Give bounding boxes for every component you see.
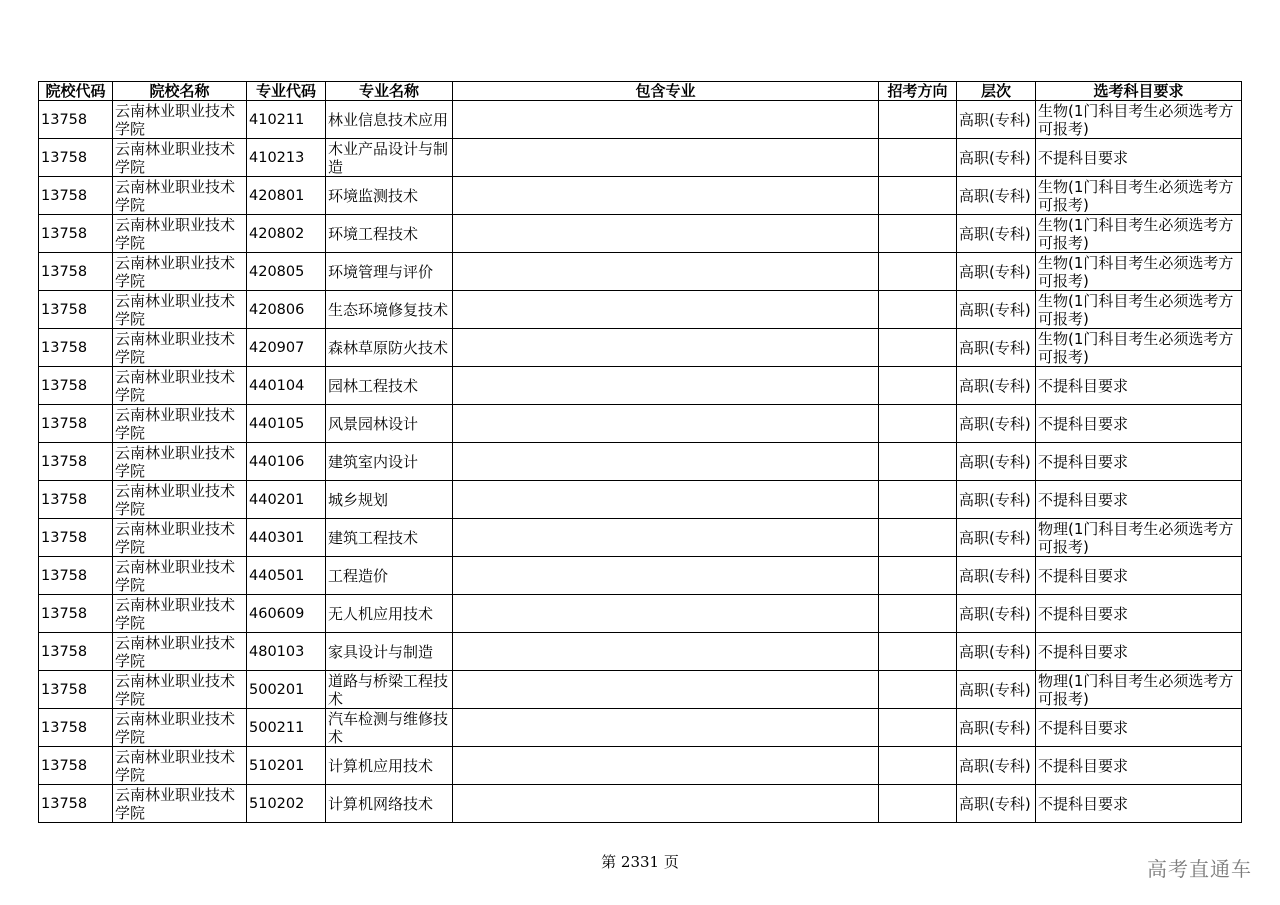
cell-subject-requirement [1036,367,1242,405]
cell-direction [879,747,957,785]
subject-requirement-text: 生物(1门科目考生必须选考方可报考) [1038,291,1234,328]
school-name-text: 云南林业职业技术学院 [115,443,236,480]
school-code-text: 13758 [41,301,88,318]
subject-requirement-text: 不提科目要求 [1038,376,1129,395]
school-name-text: 云南林业职业技术学院 [115,177,236,214]
school-name-text: 云南林业职业技术学院 [115,367,236,404]
level-text: 高职(专科) [959,528,1031,547]
cell-school-name [113,443,247,481]
major-code-text: 420802 [249,225,305,242]
watermark-logo: 高考直通车 [1147,857,1252,881]
major-name-text: 木业产品设计与制造 [328,139,449,176]
major-name-text: 园林工程技术 [328,376,419,395]
cell-direction [879,633,957,671]
level-text: 高职(专科) [959,566,1031,585]
cell-school-code [39,595,113,633]
cell-school-name [113,671,247,709]
cell-included-majors [453,405,879,443]
cell-major-code [247,139,326,177]
cell-school-name [113,785,247,823]
admissions-table [38,81,1242,823]
table-row [39,671,1242,709]
cell-major-name [326,519,453,557]
header-level: 层次 [957,82,1036,101]
level-text: 高职(专科) [959,300,1031,319]
cell-major-code [247,215,326,253]
cell-school-code [39,367,113,405]
major-name-text: 建筑工程技术 [328,528,419,547]
cell-included-majors [453,785,879,823]
subject-requirement-text: 物理(1门科目考生必须选考方可报考) [1038,671,1234,708]
table-row [39,215,1242,253]
school-name-text: 云南林业职业技术学院 [115,595,236,632]
table-row [39,367,1242,405]
school-name-text: 云南林业职业技术学院 [115,329,236,366]
cell-school-code [39,139,113,177]
cell-school-code [39,101,113,139]
cell-included-majors [453,557,879,595]
major-code-text: 500211 [249,719,305,736]
level-text: 高职(专科) [959,414,1031,433]
cell-school-name [113,101,247,139]
table-row [39,291,1242,329]
cell-level [957,709,1036,747]
school-name-text: 云南林业职业技术学院 [115,747,236,784]
cell-major-code [247,709,326,747]
cell-major-name [326,291,453,329]
level-text: 高职(专科) [959,604,1031,623]
subject-requirement-text: 不提科目要求 [1038,604,1129,623]
major-name-text: 道路与桥梁工程技术 [328,671,449,708]
cell-major-name [326,671,453,709]
school-code-text: 13758 [41,377,88,394]
cell-major-code [247,177,326,215]
subject-requirement-text: 不提科目要求 [1038,794,1129,813]
level-text: 高职(专科) [959,794,1031,813]
subject-requirement-text: 不提科目要求 [1038,718,1129,737]
cell-school-name [113,367,247,405]
level-text: 高职(专科) [959,490,1031,509]
cell-level [957,747,1036,785]
school-code-text: 13758 [41,605,88,622]
level-text: 高职(专科) [959,718,1031,737]
table-row [39,709,1242,747]
cell-level [957,253,1036,291]
header-major-code: 专业代码 [247,82,326,101]
cell-level [957,557,1036,595]
table-row [39,785,1242,823]
school-code-text: 13758 [41,757,88,774]
cell-included-majors [453,329,879,367]
cell-major-name [326,405,453,443]
major-code-text: 410211 [249,111,305,128]
major-name-text: 计算机应用技术 [328,756,434,775]
major-name-text: 风景园林设计 [328,414,419,433]
cell-level [957,101,1036,139]
table-row [39,443,1242,481]
cell-level [957,291,1036,329]
school-name-text: 云南林业职业技术学院 [115,709,236,746]
major-code-text: 440106 [249,453,305,470]
subject-requirement-text: 生物(1门科目考生必须选考方可报考) [1038,101,1234,138]
cell-included-majors [453,481,879,519]
cell-subject-requirement [1036,595,1242,633]
major-code-text: 440201 [249,491,305,508]
cell-school-code [39,253,113,291]
major-name-text: 城乡规划 [328,490,389,509]
cell-major-code [247,329,326,367]
cell-direction [879,785,957,823]
cell-included-majors [453,177,879,215]
cell-level [957,215,1036,253]
school-code-text: 13758 [41,681,88,698]
major-name-text: 建筑室内设计 [328,452,419,471]
cell-major-name [326,443,453,481]
cell-major-code [247,443,326,481]
school-name-text: 云南林业职业技术学院 [115,291,236,328]
level-text: 高职(专科) [959,110,1031,129]
cell-school-code [39,443,113,481]
cell-major-code [247,747,326,785]
subject-requirement-text: 不提科目要求 [1038,148,1129,167]
level-text: 高职(专科) [959,224,1031,243]
header-direction: 招考方向 [879,82,957,101]
cell-school-name [113,709,247,747]
cell-major-code [247,595,326,633]
cell-direction [879,557,957,595]
major-code-text: 510202 [249,795,305,812]
cell-included-majors [453,291,879,329]
cell-major-name [326,329,453,367]
major-code-text: 480103 [249,643,305,660]
cell-school-code [39,329,113,367]
table-row [39,595,1242,633]
cell-major-name [326,139,453,177]
cell-school-name [113,291,247,329]
cell-direction [879,671,957,709]
subject-requirement-text: 不提科目要求 [1038,566,1129,585]
table-row [39,139,1242,177]
cell-major-name [326,785,453,823]
cell-major-code [247,671,326,709]
school-code-text: 13758 [41,453,88,470]
cell-school-name [113,519,247,557]
cell-major-code [247,785,326,823]
cell-subject-requirement [1036,139,1242,177]
cell-school-code [39,215,113,253]
major-name-text: 无人机应用技术 [328,604,434,623]
table-row [39,177,1242,215]
cell-subject-requirement [1036,443,1242,481]
cell-level [957,595,1036,633]
cell-included-majors [453,139,879,177]
subject-requirement-text: 不提科目要求 [1038,642,1129,661]
cell-direction [879,367,957,405]
header-major-name: 专业名称 [326,82,453,101]
cell-school-name [113,481,247,519]
school-name-text: 云南林业职业技术学院 [115,253,236,290]
major-code-text: 440301 [249,529,305,546]
cell-included-majors [453,747,879,785]
major-code-text: 440501 [249,567,305,584]
cell-level [957,329,1036,367]
cell-subject-requirement [1036,709,1242,747]
cell-direction [879,709,957,747]
cell-school-code [39,785,113,823]
cell-major-name [326,595,453,633]
major-name-text: 生态环境修复技术 [328,300,449,319]
cell-included-majors [453,101,879,139]
cell-school-code [39,671,113,709]
cell-major-name [326,747,453,785]
school-code-text: 13758 [41,263,88,280]
cell-major-code [247,405,326,443]
cell-direction [879,329,957,367]
major-code-text: 420805 [249,263,305,280]
cell-direction [879,443,957,481]
cell-level [957,481,1036,519]
cell-school-name [113,633,247,671]
school-code-text: 13758 [41,643,88,660]
cell-direction [879,177,957,215]
school-name-text: 云南林业职业技术学院 [115,785,236,822]
cell-school-name [113,215,247,253]
major-code-text: 420806 [249,301,305,318]
cell-school-code [39,481,113,519]
cell-subject-requirement [1036,519,1242,557]
header-included-majors: 包含专业 [453,82,879,101]
cell-level [957,405,1036,443]
major-name-text: 汽车检测与维修技术 [328,709,449,746]
major-code-text: 420801 [249,187,305,204]
subject-requirement-text: 生物(1门科目考生必须选考方可报考) [1038,177,1234,214]
school-code-text: 13758 [41,339,88,356]
cell-major-code [247,633,326,671]
school-name-text: 云南林业职业技术学院 [115,405,236,442]
cell-level [957,671,1036,709]
subject-requirement-text: 物理(1门科目考生必须选考方可报考) [1038,519,1234,556]
cell-direction [879,519,957,557]
cell-school-name [113,595,247,633]
cell-direction [879,253,957,291]
table-row [39,101,1242,139]
cell-major-name [326,481,453,519]
cell-direction [879,101,957,139]
school-name-text: 云南林业职业技术学院 [115,139,236,176]
cell-school-code [39,557,113,595]
subject-requirement-text: 生物(1门科目考生必须选考方可报考) [1038,329,1234,366]
cell-subject-requirement [1036,747,1242,785]
cell-subject-requirement [1036,405,1242,443]
major-name-text: 环境监测技术 [328,186,419,205]
cell-subject-requirement [1036,481,1242,519]
cell-subject-requirement [1036,253,1242,291]
cell-included-majors [453,595,879,633]
table-row [39,481,1242,519]
school-code-text: 13758 [41,225,88,242]
cell-school-code [39,291,113,329]
table-row [39,557,1242,595]
cell-level [957,367,1036,405]
school-name-text: 云南林业职业技术学院 [115,557,236,594]
cell-major-name [326,557,453,595]
cell-school-name [113,405,247,443]
cell-school-name [113,557,247,595]
major-code-text: 410213 [249,149,305,166]
school-code-text: 13758 [41,187,88,204]
cell-subject-requirement [1036,215,1242,253]
level-text: 高职(专科) [959,186,1031,205]
cell-school-name [113,747,247,785]
table-row [39,519,1242,557]
cell-major-name [326,367,453,405]
cell-major-code [247,557,326,595]
header-school-code: 院校代码 [39,82,113,101]
school-code-text: 13758 [41,529,88,546]
subject-requirement-text: 生物(1门科目考生必须选考方可报考) [1038,215,1234,252]
cell-major-code [247,101,326,139]
cell-school-name [113,253,247,291]
header-subject-requirement: 选考科目要求 [1036,82,1242,101]
major-code-text: 510201 [249,757,305,774]
school-name-text: 云南林业职业技术学院 [115,481,236,518]
cell-major-name [326,177,453,215]
level-text: 高职(专科) [959,338,1031,357]
cell-major-name [326,101,453,139]
cell-subject-requirement [1036,329,1242,367]
cell-subject-requirement [1036,671,1242,709]
cell-subject-requirement [1036,291,1242,329]
cell-level [957,785,1036,823]
cell-school-code [39,633,113,671]
header-school-name: 院校名称 [113,82,247,101]
table-row [39,329,1242,367]
school-code-text: 13758 [41,795,88,812]
school-name-text: 云南林业职业技术学院 [115,671,236,708]
cell-school-name [113,139,247,177]
cell-direction [879,291,957,329]
major-name-text: 计算机网络技术 [328,794,434,813]
table-row [39,405,1242,443]
table-row [39,633,1242,671]
cell-included-majors [453,519,879,557]
subject-requirement-text: 生物(1门科目考生必须选考方可报考) [1038,253,1234,290]
table-body [39,101,1242,823]
cell-included-majors [453,633,879,671]
cell-level [957,443,1036,481]
cell-level [957,519,1036,557]
school-name-text: 云南林业职业技术学院 [115,633,236,670]
school-code-text: 13758 [41,491,88,508]
cell-major-code [247,253,326,291]
cell-school-name [113,177,247,215]
school-code-text: 13758 [41,149,88,166]
major-code-text: 420907 [249,339,305,356]
cell-subject-requirement [1036,177,1242,215]
cell-major-code [247,481,326,519]
level-text: 高职(专科) [959,642,1031,661]
page-number: 第 2331 页 [601,853,679,871]
level-text: 高职(专科) [959,680,1031,699]
subject-requirement-text: 不提科目要求 [1038,756,1129,775]
cell-school-code [39,519,113,557]
subject-requirement-text: 不提科目要求 [1038,452,1129,471]
cell-major-code [247,519,326,557]
cell-major-name [326,215,453,253]
cell-school-name [113,329,247,367]
table-row [39,747,1242,785]
cell-major-code [247,291,326,329]
cell-level [957,633,1036,671]
level-text: 高职(专科) [959,376,1031,395]
cell-subject-requirement [1036,633,1242,671]
major-code-text: 440104 [249,377,305,394]
table-row [39,253,1242,291]
cell-included-majors [453,253,879,291]
cell-subject-requirement [1036,557,1242,595]
school-name-text: 云南林业职业技术学院 [115,101,236,138]
cell-major-name [326,709,453,747]
level-text: 高职(专科) [959,148,1031,167]
cell-school-code [39,405,113,443]
level-text: 高职(专科) [959,262,1031,281]
major-code-text: 460609 [249,605,305,622]
cell-school-code [39,747,113,785]
subject-requirement-text: 不提科目要求 [1038,414,1129,433]
cell-level [957,177,1036,215]
school-name-text: 云南林业职业技术学院 [115,519,236,556]
cell-included-majors [453,671,879,709]
cell-direction [879,215,957,253]
school-code-text: 13758 [41,111,88,128]
major-name-text: 林业信息技术应用 [328,110,449,129]
cell-direction [879,139,957,177]
cell-major-name [326,633,453,671]
major-name-text: 环境工程技术 [328,224,419,243]
cell-included-majors [453,709,879,747]
school-name-text: 云南林业职业技术学院 [115,215,236,252]
subject-requirement-text: 不提科目要求 [1038,490,1129,509]
cell-included-majors [453,443,879,481]
major-name-text: 工程造价 [328,566,389,585]
major-name-text: 家具设计与制造 [328,642,434,661]
cell-level [957,139,1036,177]
major-code-text: 500201 [249,681,305,698]
cell-direction [879,481,957,519]
cell-subject-requirement [1036,785,1242,823]
major-name-text: 森林草原防火技术 [328,338,449,357]
cell-major-code [247,367,326,405]
cell-major-name [326,253,453,291]
level-text: 高职(专科) [959,756,1031,775]
school-code-text: 13758 [41,415,88,432]
cell-school-code [39,177,113,215]
cell-included-majors [453,367,879,405]
cell-direction [879,595,957,633]
major-code-text: 440105 [249,415,305,432]
school-code-text: 13758 [41,719,88,736]
major-name-text: 环境管理与评价 [328,262,434,281]
school-code-text: 13758 [41,567,88,584]
cell-subject-requirement [1036,101,1242,139]
table-header-row [39,82,1242,101]
cell-school-code [39,709,113,747]
level-text: 高职(专科) [959,452,1031,471]
cell-included-majors [453,215,879,253]
cell-direction [879,405,957,443]
